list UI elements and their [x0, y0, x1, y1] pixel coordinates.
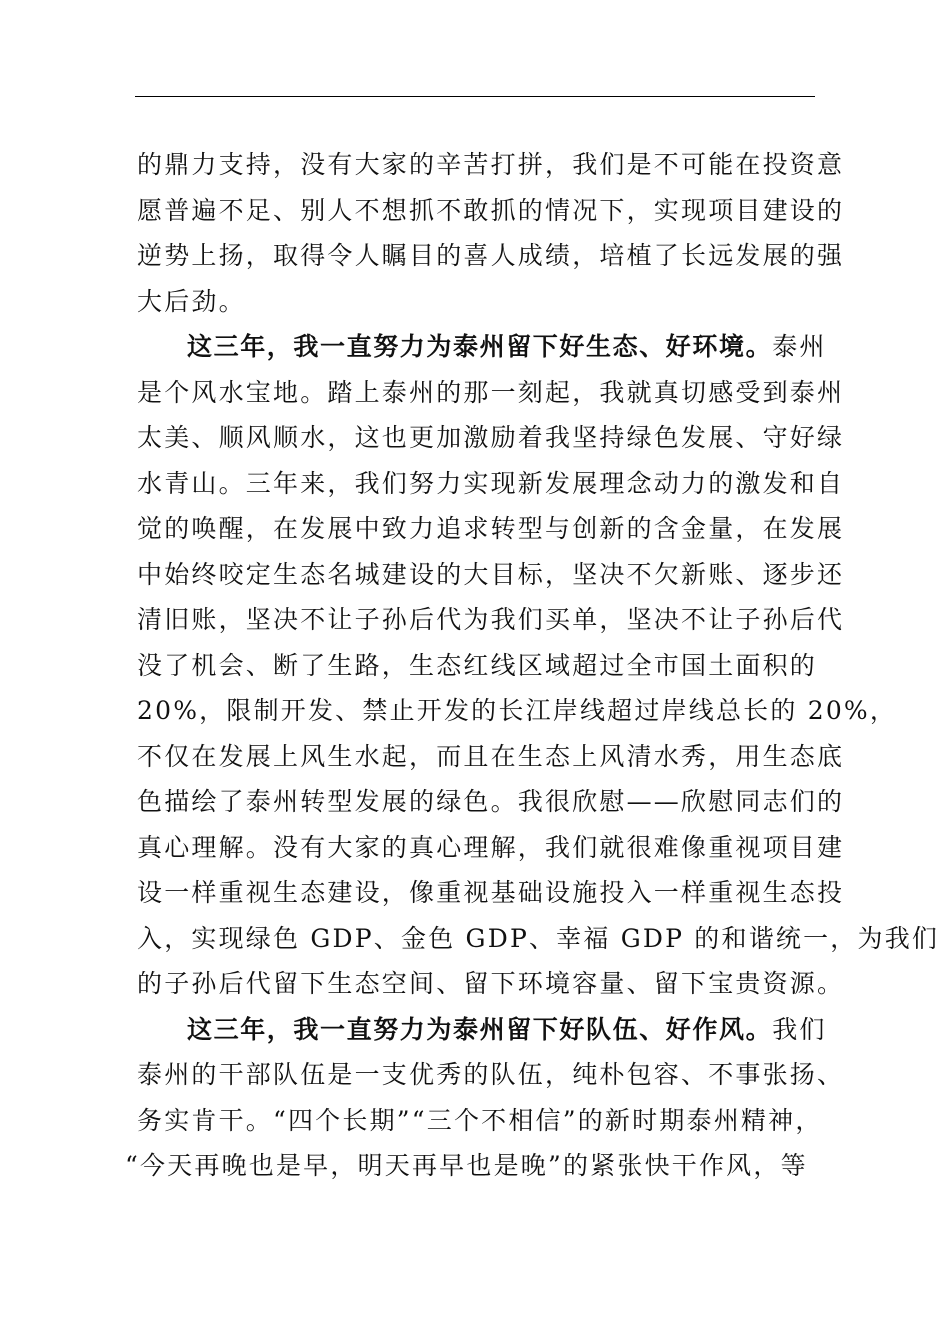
header-rule	[135, 96, 815, 97]
text-line: 设一样重视生态建设，像重视基础设施投入一样重视生态投	[137, 878, 845, 907]
paragraph-first-line	[137, 1007, 827, 1053]
text-line: “今天再晚也是早，明天再早也是晚”的紧张快干作风，等	[125, 1151, 808, 1180]
document-body	[125, 142, 940, 1189]
paragraph-heading: 这三年，我一直努力为泰州留下好队伍、好作风。	[187, 1014, 773, 1044]
text-line: 务实肯干。“四个长期”“三个不相信”的新时期泰州精神，	[137, 1105, 823, 1135]
text-line: 色描绘了泰州转型发展的绿色。我很欣慰——欣慰同志们的	[137, 787, 845, 816]
text-line: 愿普遍不足、别人不想抓不敢抓的情况下，实现项目建设的	[137, 195, 845, 225]
text-line: 的鼎力支持，没有大家的辛苦打拼，我们是不可能在投资意	[137, 150, 845, 179]
paragraph-first-line	[137, 324, 827, 370]
text-line: 入，实现绿色 GDP、金色 GDP、幸福 GDP 的和谐统一，为我们	[137, 923, 940, 953]
text-line: 20%，限制开发、禁止开发的长江岸线超过岸线总长的 20%，	[137, 696, 898, 725]
text-line: 真心理解。没有大家的真心理解，我们就很难像重视项目建	[137, 832, 845, 862]
text-run: 我们	[772, 1014, 827, 1044]
text-line: 太美、顺风顺水，这也更加激励着我坚持绿色发展、守好绿	[137, 423, 845, 452]
text-line: 大后劲。	[137, 286, 246, 316]
text-line: 没了机会、断了生路，生态红线区域超过全市国土面积的	[137, 650, 818, 680]
text-line: 水青山。三年来，我们努力实现新发展理念动力的激发和自	[137, 468, 845, 498]
text-line: 的子孙后代留下生态空间、留下环境容量、留下宝贵资源。	[137, 969, 845, 998]
text-line: 觉的唤醒，在发展中致力追求转型与创新的含金量，在发展	[137, 514, 845, 543]
text-line: 泰州的干部队伍是一支优秀的队伍，纯朴包容、不事张扬、	[137, 1060, 845, 1089]
text-line: 中始终咬定生态名城建设的大目标，坚决不欠新账、逐步还	[137, 559, 845, 589]
text-line: 不仅在发展上风生水起，而且在生态上风清水秀，用生态底	[137, 741, 845, 771]
text-run: 泰州	[772, 332, 827, 361]
text-line: 是个风水宝地。踏上泰州的那一刻起，我就真切感受到泰州	[137, 377, 845, 407]
paragraph-heading: 这三年，我一直努力为泰州留下好生态、好环境。	[187, 332, 773, 361]
text-line: 逆势上扬，取得令人瞩目的喜人成绩，培植了长远发展的强	[137, 241, 845, 270]
text-line: 清旧账，坚决不让子孙后代为我们买单，坚决不让子孙后代	[137, 605, 845, 634]
